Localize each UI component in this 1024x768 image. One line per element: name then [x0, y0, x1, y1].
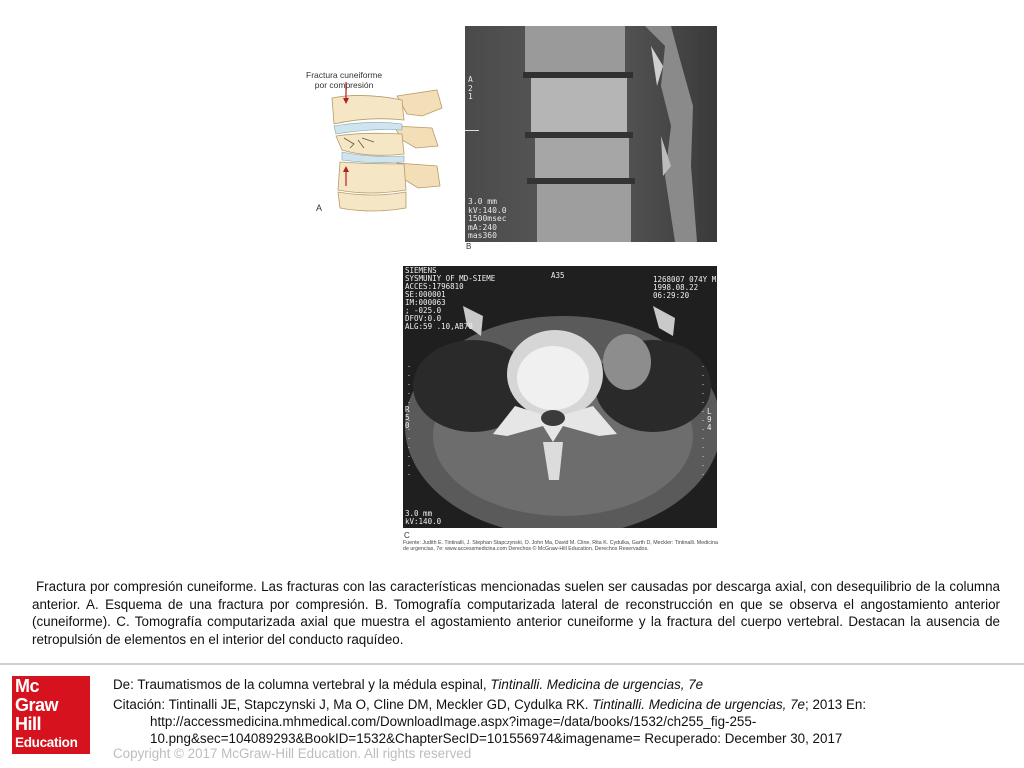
panel-b-letter: B — [466, 242, 472, 251]
figure-panel-c-axial-ct — [403, 266, 717, 528]
source-chapter-line — [113, 677, 703, 692]
citation-block — [113, 696, 913, 747]
logo-line1: Mc — [15, 676, 40, 696]
divider — [0, 663, 1024, 665]
vertebrae-illustration — [302, 68, 450, 218]
cite-authors: Tintinalli JE, Stapczynski J, Ma O, Cline DM, Meckler GD, Cydulka RK. — [165, 697, 593, 712]
cite-year: ; 2013 En: — [805, 697, 867, 712]
panel-a-annotation-line2: por compresión — [314, 80, 374, 90]
figure-source-note: Fuente: Judith E. Tintinalli, J. Stephan Stapczynski, O. John Ma, David M. Cline, Rita K. Cydulka, Garth D, Meckler: Tintinalli. Medicina de urgencias, 7e: www.accessmedicina.com Derechos © McGraw-Hill Education. Derechos Reservados. — [403, 540, 719, 553]
mcgraw-hill-education-logo — [12, 676, 90, 754]
panel-c-header-center: A35 — [551, 271, 565, 280]
panel-c-header-right: 1268007 074Y M 1998.08.22 06:29:20 — [653, 275, 717, 300]
cite-book-title: Tintinalli. Medicina de urgencias, 7e — [592, 697, 806, 712]
figure-panel-a — [302, 68, 450, 218]
from-book-title: Tintinalli. Medicina de urgencias, 7e — [490, 677, 704, 692]
panel-b-side-marker: A 2 1 — [468, 75, 473, 101]
panel-c-letter: C — [404, 531, 410, 540]
panel-b-scan-params: 3.0 mm kV:140.0 1500msec mA:240 mas360 — [468, 197, 507, 240]
panel-a-annotation-line1: Fractura cuneiforme — [306, 70, 383, 80]
cite-label: Citación: — [113, 697, 166, 712]
cite-url-line1[interactable]: http://accessmedicina.mhmedical.com/DownloadImage.aspx?image=/data/books/1532/ch255_fig-255- — [150, 714, 757, 729]
logo-line4: Education — [15, 735, 78, 750]
panel-c-side-left: R 5 0 — [405, 405, 410, 430]
panel-c-scan-params: 3.0 mm kV:140.0 — [405, 509, 442, 526]
copyright-notice: Copyright © 2017 McGraw-Hill Education. All rights reserved — [113, 746, 472, 761]
panel-c-side-right: L 9 4 — [707, 407, 712, 432]
logo-line2: Graw — [15, 695, 59, 715]
logo-line3: Hill — [15, 714, 42, 734]
figure-caption: Fractura por compresión cuneiforme. Las fracturas con las características mencionadas suelen ser causadas por descarga axial, con desequilibrio de la columna anterior. A. Esquema de una fractura por compresión. B. Tomografía computarizada lateral de reconstrucción en que se observa el angostamiento anterior (cuneiforme). C. Tomografía computarizada axial que muestra el agostamiento anterior cuneiforme y la fractura del cuerpo vertebral. Destacan la ausencia de retropulsión de elementos en el interior del conducto raquídeo. — [32, 579, 1000, 647]
from-label: De: — [113, 677, 134, 692]
figure-panel-b-sagittal-ct — [465, 26, 717, 242]
from-text: Traumatismos de la columna vertebral y la médula espinal, — [133, 677, 491, 692]
panel-a-letter: A — [316, 203, 323, 213]
panel-c-header-left: SIEMENS SYSMUNIY OF MD-SIEME ACCES:1796810 SE:000001 IM:000063 ; -025.0 DFOV:0.0 ALG:59 .10,AB70 — [405, 266, 496, 331]
cite-url-line2[interactable]: 10.png&sec=104089293&BookID=1532&ChapterSecID=101556974&imagename= Recuperado: December 30, 2017 — [150, 731, 843, 746]
